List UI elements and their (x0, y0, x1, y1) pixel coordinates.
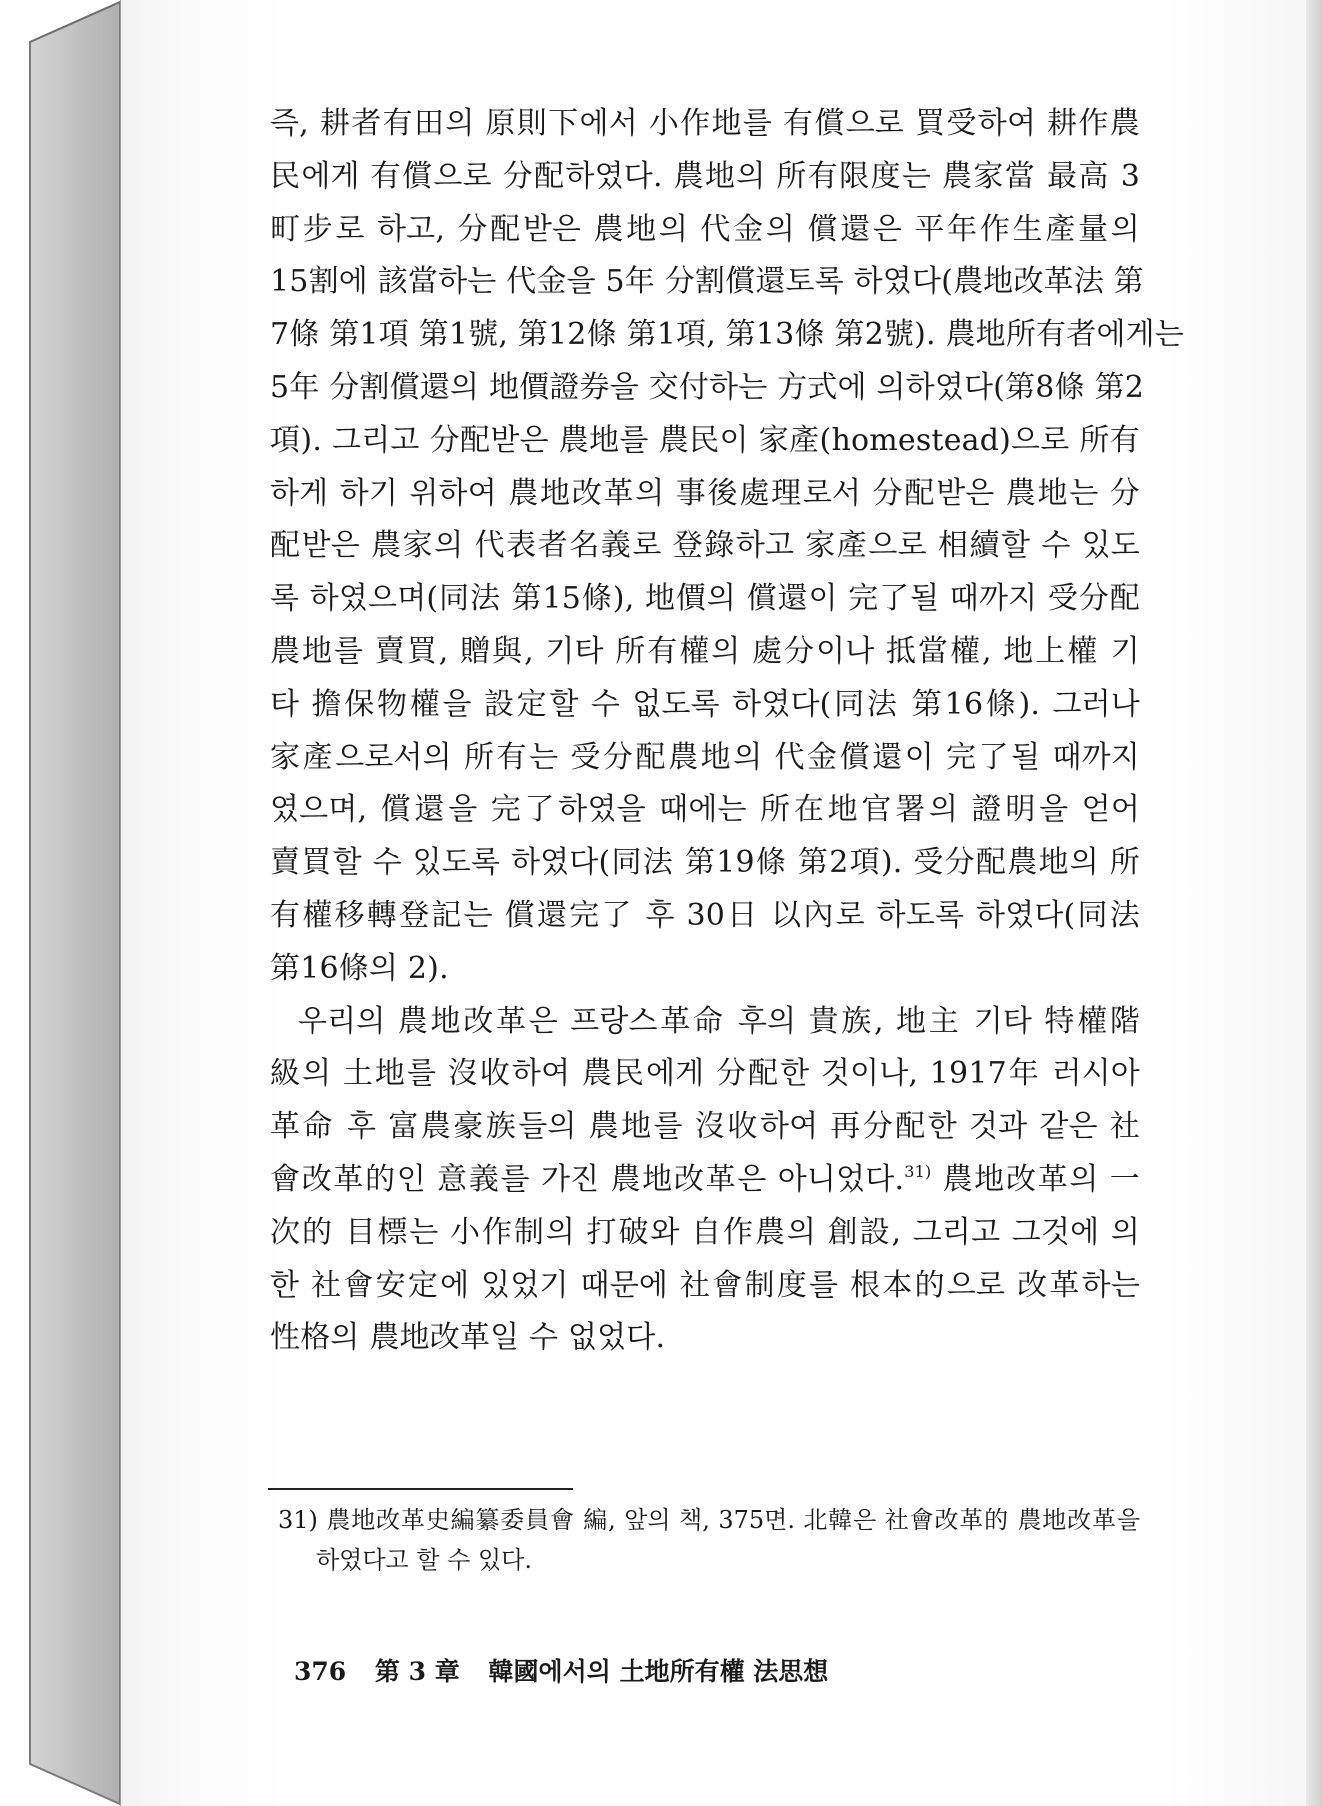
body-line: 第16條의 2). (270, 950, 449, 986)
body-text (270, 98, 1184, 1365)
footnote-ref-31[interactable]: 31) (904, 1161, 932, 1181)
body-line: 級의 土地를 沒收하여 農民에게 分配한 것이나, 1917年 러시아 (270, 1056, 1140, 1092)
body-line: 次的 目標는 小作制의 打破와 自作農의 創設, 그리고 그것에 의 (270, 1214, 1140, 1250)
body-line: 5年 分割償還의 地價證券을 交付하는 方式에 의하였다(第8條 第2 (270, 369, 1145, 405)
body-line: 革命 후 富農豪族들의 農地를 沒收하여 再分配한 것과 같은 社 (270, 1109, 1140, 1145)
body-line: 性格의 農地改革일 수 없었다. (270, 1320, 666, 1356)
body-line: 家產으로서의 所有는 受分配農地의 代金償還이 完了될 때까지 (270, 739, 1140, 775)
body-line: 有權移轉登記는 償還完了 후 30日 以內로 하도록 하였다(同法 (270, 897, 1140, 933)
body-line-with-footnote-ref (270, 1154, 1140, 1207)
body-line: 7條 第1項 第1號, 第12條 第1項, 第13條 第2號). 農地所有者에게는 (270, 317, 1184, 353)
body-line: 項). 그리고 分配받은 農地를 農民이 家產(homestead)으로 所有 (270, 422, 1140, 458)
footnote-line: 31) 農地改革史編纂委員會 編, 앞의 책, 375면. 北韓은 社會改革的 農地改革을 (278, 1506, 1140, 1534)
body-line: 였으며, 償還을 完了하였을 때에는 所在地官署의 證明을 얻어 (270, 792, 1140, 828)
body-line: 農地를 賣買, 贈與, 기타 所有權의 處分이나 抵當權, 地上權 기 (270, 633, 1140, 669)
chapter-label: 第 3 章 (374, 1657, 460, 1686)
body-line: 賣買할 수 있도록 하였다(同法 第19條 第2項). 受分配農地의 所 (270, 845, 1140, 881)
body-line-part: 會改革的인 意義를 가진 農地改革은 아니었다. (270, 1161, 905, 1197)
book-spine (0, 0, 122, 1806)
footnote-line: 하였다고 할 수 있다. (316, 1546, 532, 1574)
body-line: 15割에 該當하는 代金을 5年 分割償還토록 하였다(農地改革法 第 (270, 264, 1145, 300)
body-line: 록 하였으며(同法 第15條), 地價의 償還이 完了될 때까지 受分配 (270, 581, 1140, 617)
body-line: 町步로 하고, 分配받은 農地의 代金의 償還은 平年作生產量의 (270, 211, 1140, 247)
body-line: 配받은 農家의 代表者名義로 登錄하고 家產으로 相續할 수 있도 (270, 528, 1140, 564)
footnote-divider (268, 1488, 573, 1490)
footnote-31 (278, 1500, 1140, 1580)
body-line: 즉, 耕者有田의 原則下에서 小作地를 有償으로 買受하여 耕作農 (270, 106, 1140, 141)
body-line: 하게 하기 위하여 農地改革의 事後處理로서 分配받은 農地는 分 (270, 475, 1140, 511)
body-line: 우리의 農地改革은 프랑스革命 후의 貴族, 地主 기타 特權階 (298, 1003, 1140, 1039)
running-footer (294, 1652, 848, 1688)
page-edge-shadow (1306, 0, 1322, 1806)
body-line: 타 擔保物權을 設定할 수 없도록 하였다(同法 第16條). 그러나 (270, 686, 1140, 722)
body-line: 한 社會安定에 있었기 때문에 社會制度를 根本的으로 改革하는 (270, 1267, 1140, 1303)
chapter-title: 韓國에서의 土地所有權 法思想 (488, 1657, 829, 1686)
page-number: 376 (294, 1657, 347, 1686)
body-line: 民에게 有償으로 分配하였다. 農地의 所有限度는 農家當 最高 3 (270, 158, 1140, 194)
body-line-part: 農地改革의 一 (931, 1161, 1140, 1197)
